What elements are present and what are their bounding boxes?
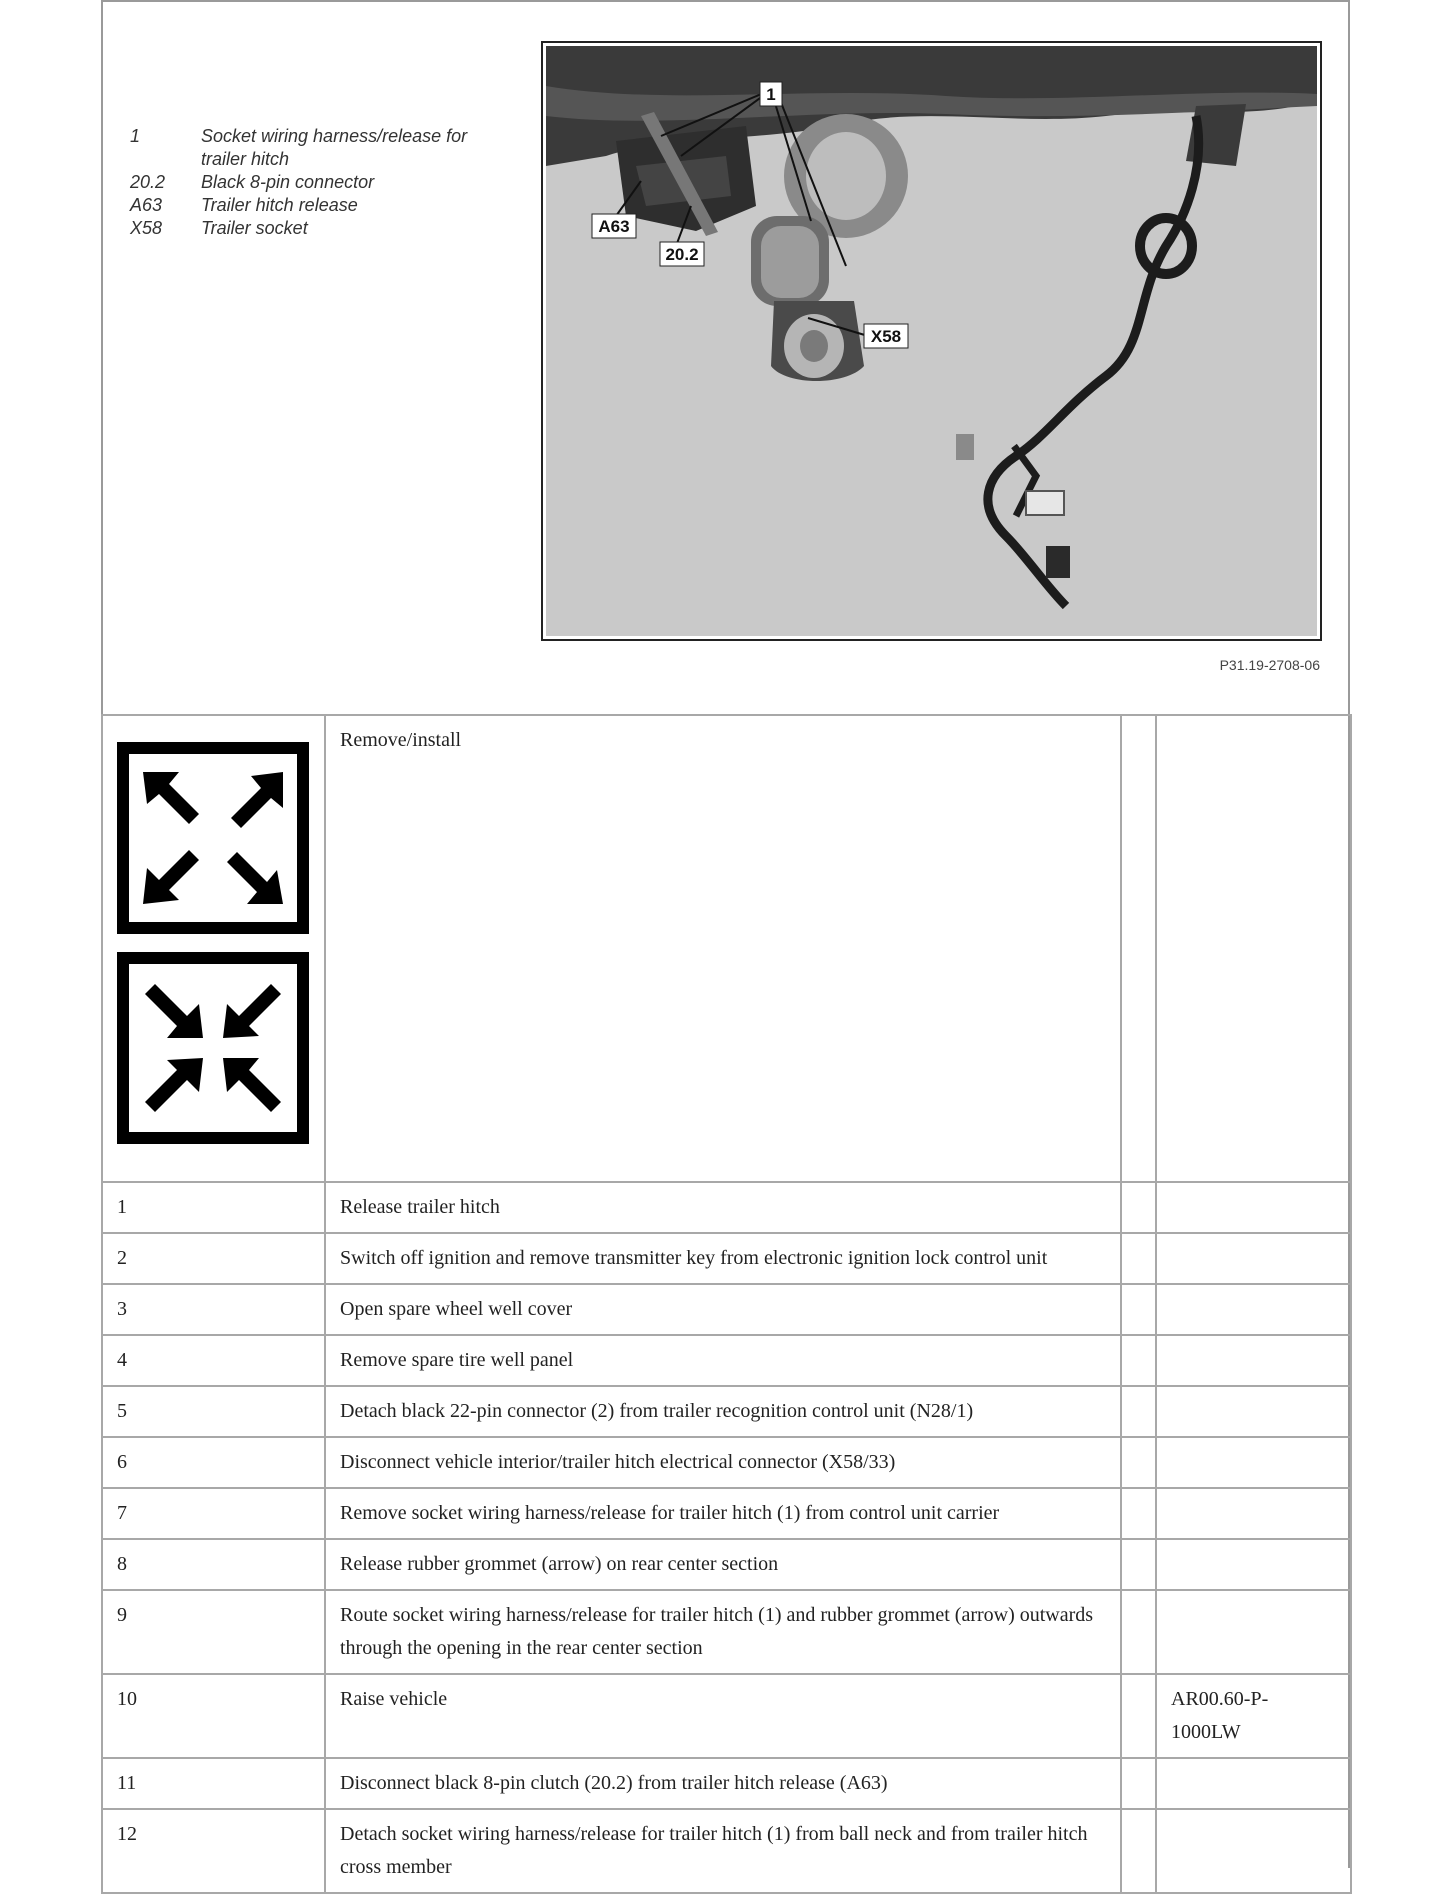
step-reference — [1156, 1590, 1351, 1674]
legend-key: 1 — [130, 126, 141, 146]
figure-legend — [130, 125, 510, 240]
table-row — [102, 1488, 1351, 1539]
step-reference — [1156, 1437, 1351, 1488]
table-row — [102, 1539, 1351, 1590]
table-cell-empty — [1121, 1590, 1156, 1674]
legend-key: X58 — [130, 218, 163, 238]
table-cell-empty — [1121, 1488, 1156, 1539]
install-arrows-in-icon — [117, 952, 309, 1144]
step-number: 12 — [102, 1809, 325, 1893]
table-row — [102, 1758, 1351, 1809]
step-number: 5 — [102, 1386, 325, 1437]
table-cell-empty — [1121, 1809, 1156, 1893]
table-cell-empty — [1121, 1437, 1156, 1488]
step-number: 3 — [102, 1284, 325, 1335]
table-row — [102, 1386, 1351, 1437]
table-cell-empty — [1121, 1539, 1156, 1590]
step-text: Switch off ignition and remove transmitter key from electronic ignition lock control unit — [325, 1233, 1121, 1284]
table-row — [102, 1590, 1351, 1674]
legend-item — [130, 194, 510, 217]
step-text: Release trailer hitch — [325, 1182, 1121, 1233]
step-text: Detach black 22-pin connector (2) from trailer recognition control unit (N28/1) — [325, 1386, 1121, 1437]
table-cell-empty — [1121, 1758, 1156, 1809]
callout-a63 — [592, 214, 636, 238]
step-number: 6 — [102, 1437, 325, 1488]
table-cell-empty — [1121, 1335, 1156, 1386]
legend-desc: Socket wiring harness/release for trailer hitch — [201, 126, 468, 169]
table-row — [102, 1335, 1351, 1386]
step-number: 9 — [102, 1590, 325, 1674]
step-number: 4 — [102, 1335, 325, 1386]
step-number: 7 — [102, 1488, 325, 1539]
step-reference — [1156, 1758, 1351, 1809]
step-text: Open spare wheel well cover — [325, 1284, 1121, 1335]
table-cell-empty — [1121, 1386, 1156, 1437]
step-text: Disconnect black 8-pin clutch (20.2) from trailer hitch release (A63) — [325, 1758, 1121, 1809]
step-text: Release rubber grommet (arrow) on rear center section — [325, 1539, 1121, 1590]
step-reference — [1156, 1809, 1351, 1893]
step-text: Detach socket wiring harness/release for trailer hitch (1) from ball neck and from trailer hitch cross member — [325, 1809, 1121, 1893]
procedure-table — [101, 714, 1352, 1894]
legend-desc: Black 8-pin connector — [201, 172, 375, 192]
legend-key: 20.2 — [130, 172, 166, 192]
step-number: 10 — [102, 1674, 325, 1758]
step-text: Disconnect vehicle interior/trailer hitch electrical connector (X58/33) — [325, 1437, 1121, 1488]
table-cell-empty — [1156, 715, 1351, 1182]
step-reference-link[interactable]: AR00.60-P-1000LW — [1156, 1674, 1351, 1758]
callout-20-2-text: 20.2 — [665, 245, 699, 264]
step-reference — [1156, 1386, 1351, 1437]
callout-1 — [760, 82, 782, 106]
step-reference — [1156, 1182, 1351, 1233]
trailer-hitch-illustration — [546, 46, 1317, 636]
step-text: Raise vehicle — [325, 1674, 1121, 1758]
step-reference — [1156, 1488, 1351, 1539]
legend-key: A63 — [130, 195, 163, 215]
step-reference — [1156, 1539, 1351, 1590]
step-text: Remove socket wiring harness/release for trailer hitch (1) from control unit carrier — [325, 1488, 1121, 1539]
step-text: Remove spare tire well panel — [325, 1335, 1121, 1386]
table-cell-empty — [1121, 1674, 1156, 1758]
remove-arrows-out-icon — [117, 742, 309, 934]
legend-desc: Trailer socket — [201, 218, 308, 238]
step-text: Route socket wiring harness/release for trailer hitch (1) and rubber grommet (arrow) outwards through the opening in the rear center section — [325, 1590, 1121, 1674]
table-row — [102, 1809, 1351, 1893]
callout-x58-text: X58 — [870, 327, 902, 346]
table-row — [102, 1437, 1351, 1488]
figure-reference-code: P31.19-2708-06 — [1219, 657, 1320, 673]
trailer-hitch-photo — [541, 41, 1322, 641]
table-cell-empty — [1121, 1233, 1156, 1284]
callout-20-2 — [660, 242, 704, 266]
legend-item — [130, 171, 510, 194]
table-row — [102, 1284, 1351, 1335]
table-cell-empty — [1121, 1284, 1156, 1335]
callout-a63-text: A63 — [598, 217, 630, 236]
callout-x58 — [864, 324, 908, 348]
table-row-remove-install — [102, 715, 1351, 1182]
table-cell-empty — [1121, 715, 1156, 1182]
icon-cell — [102, 715, 325, 1182]
table-row — [102, 1182, 1351, 1233]
step-number: 8 — [102, 1539, 325, 1590]
step-number: 2 — [102, 1233, 325, 1284]
step-number: 11 — [102, 1758, 325, 1809]
table-row — [102, 1233, 1351, 1284]
step-reference — [1156, 1284, 1351, 1335]
table-cell-empty — [1121, 1182, 1156, 1233]
legend-item — [130, 217, 510, 240]
legend-desc: Trailer hitch release — [201, 195, 358, 215]
step-number: 1 — [102, 1182, 325, 1233]
legend-item — [130, 125, 510, 171]
remove-install-label: Remove/install — [325, 715, 1121, 1182]
callout-1-text: 1 — [766, 85, 776, 104]
step-reference — [1156, 1335, 1351, 1386]
step-reference — [1156, 1233, 1351, 1284]
table-row — [102, 1674, 1351, 1758]
